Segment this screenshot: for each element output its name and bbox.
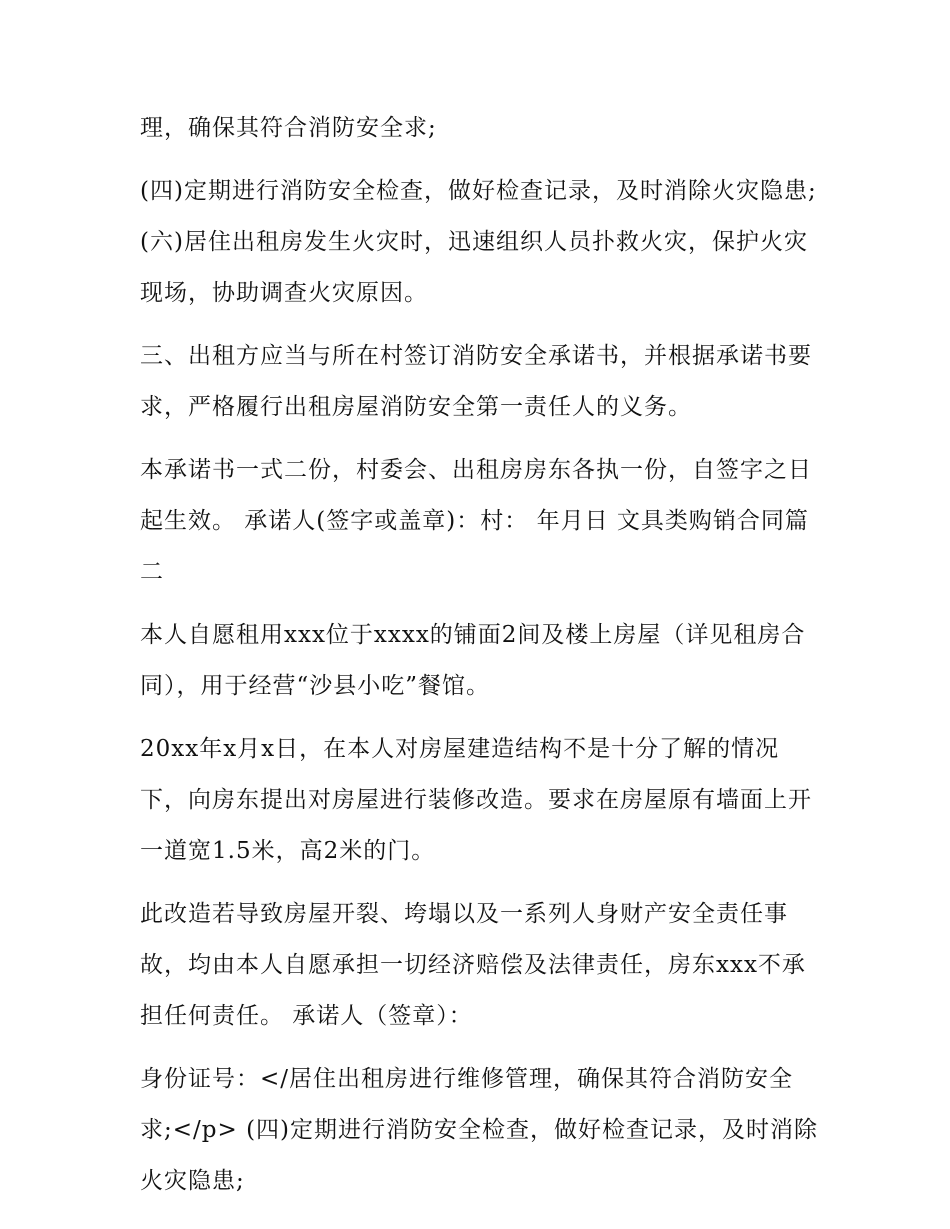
paragraph-3: 三、出租方应当与所在村签订消防安全承诺书，并根据承诺书要求，严格履行出租房屋消防安全第一责任人的义务。 (140, 343, 812, 420)
paragraph-7: 此改造若导致房屋开裂、垮塌以及一系列人身财产安全责任事故，均由本人自愿承担一切经济赔偿及法律责任，房东xxx不承担任何责任。 承诺人（签章）： (140, 901, 806, 1029)
paragraph-8: 身份证号：</居住出租房进行维修管理，确保其符合消防安全求;</p> (四)定期进行消防安全检查，做好检查记录，及时消除火灾隐患; (140, 1066, 819, 1194)
paragraph-6: 20xx年x月x日，在本人对房屋建造结构不是十分了解的情况下，向房东提出对房屋进行装修改造。要求在房屋原有墙面上开一道宽1.5米，高2米的门。 (140, 736, 812, 864)
paragraph-2: (四)定期进行消防安全检查，做好检查记录，及时消除火灾隐患;(六)居住出租房发生火灾时，迅速组织人员扑救火灾，保护火灾现场，协助调查火灾原因。 (140, 178, 817, 306)
paragraph-5: 本人自愿租用xxx位于xxxx的铺面2间及楼上房屋（详见租房合同），用于经营“沙县小吃”餐馆。 (140, 622, 806, 699)
paragraph-1: 理，确保其符合消防安全求; (140, 115, 437, 141)
paragraph-4: 本承诺书一式二份，村委会、出租房房东各执一份，自签字之日起生效。 承诺人(签字或盖章)：村： 年月日 文具类购销合同篇二 (140, 457, 812, 585)
document-body (140, 103, 820, 1219)
